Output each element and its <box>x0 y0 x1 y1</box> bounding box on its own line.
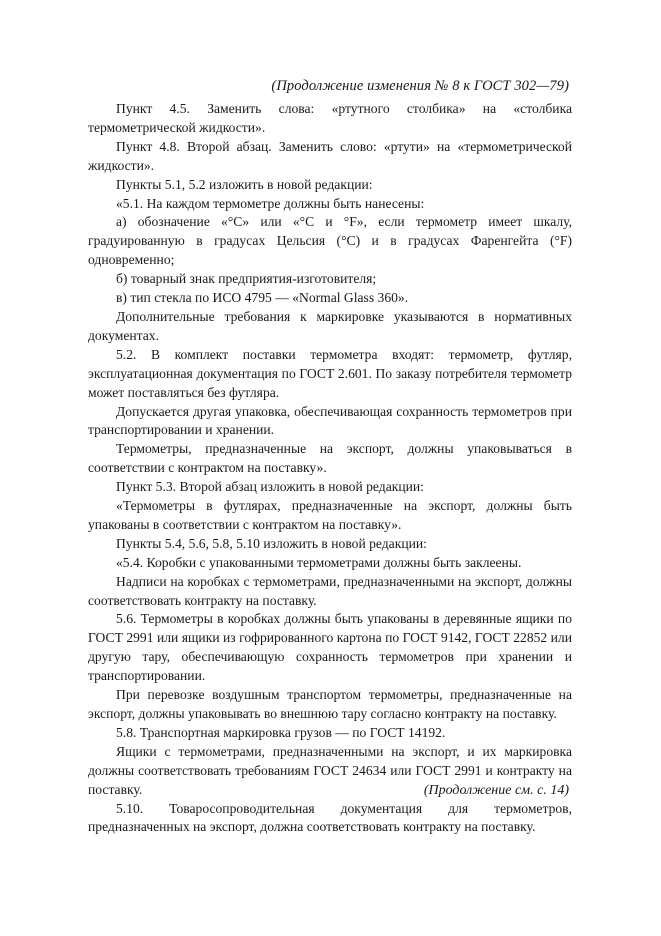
paragraph: Пункты 5.4, 5.6, 5.8, 5.10 изложить в новой редакции: <box>116 535 427 551</box>
paragraph: Пункт 5.3. Второй абзац изложить в новой редакции: <box>116 479 424 495</box>
paragraph: Дополнительные требования к маркировке указываются в нормативных документах. <box>88 308 572 343</box>
paragraph: «Термометры в футлярах, предназначенные на экспорт, должны быть упакованы в соответствии с контрактом на поставку». <box>88 498 572 532</box>
paragraph: Надписи на коробках с термометрами, предназначенными на экспорт, должны соответствовать контракту на поставку. <box>88 573 572 608</box>
paragraph: а) обозначение «°С» или «°С и °F», если термометр имеет шкалу, градуированную в градусах Цельсия (°С) и в градусах Фаренгейта (°F) одновременно; <box>88 214 572 268</box>
paragraph: При перевозке воздушным транспортом термометры, предназначенные на экспорт, должны упаковывать во внешнюю тару согласно контракту на поставку. <box>88 687 572 721</box>
paragraph: Допускается другая упаковка, обеспечивающая сохранность термометров при транспортировании и хранении. <box>88 403 572 438</box>
paragraph: Пункты 5.1, 5.2 изложить в новой редакции: <box>116 176 373 192</box>
paragraph: 5.2. В комплект поставки термометра входят: термометр, футляр, эксплуатационная документация по ГОСТ 2.601. По заказу потребителя термометр может поставляться без футляра. <box>88 346 572 400</box>
paragraph: в) тип стекла по ИСО 4795 — «Normal Glass 360». <box>116 290 409 306</box>
paragraph: «5.4. Коробки с упакованными термометрами должны быть заклеены. <box>116 554 522 570</box>
paragraph: Пункт 4.8. Второй абзац. Заменить слово: «ртути» на «термометрической жидкости». <box>88 138 572 173</box>
paragraph: б) товарный знак предприятия-изготовителя; <box>116 271 377 287</box>
paragraph: Термометры, предназначенные на экспорт, должны упаковываться в соответствии с контрактом на поставку». <box>88 441 572 476</box>
paragraph: 5.6. Термометры в коробках должны быть упакованы в деревянные ящики по ГОСТ 2991 или ящики из гофрированного картона по ГОСТ 9142, ГОСТ 22852 или другую тару, обеспечивающую сохранность термометров при хранении и транспортировании. <box>88 611 572 684</box>
paragraph: «5.1. На каждом термометре должны быть нанесены: <box>116 195 425 211</box>
paragraph: Пункт 4.5. Заменить слова: «ртутного столбика» на «столбика термометрической жидкости». <box>88 101 572 135</box>
page-body <box>88 100 572 837</box>
paragraph: 5.8. Транспортная маркировка грузов — по ГОСТ 14192. <box>116 724 446 740</box>
paragraph: 5.10. Товаросопроводительная документация для термометров, предназначенных на экспорт, должна соответствовать контракту на поставку. <box>88 800 572 835</box>
page-header: (Продолжение изменения № 8 к ГОСТ 302—79) <box>271 78 569 94</box>
page-footer: (Продолжение см. с. 14) <box>423 783 569 798</box>
paragraph: Ящики с термометрами, предназначенными на экспорт, и их маркировка должны соответствовать требованиям ГОСТ 24634 или ГОСТ 2991 и контракту на поставку. <box>88 743 572 797</box>
